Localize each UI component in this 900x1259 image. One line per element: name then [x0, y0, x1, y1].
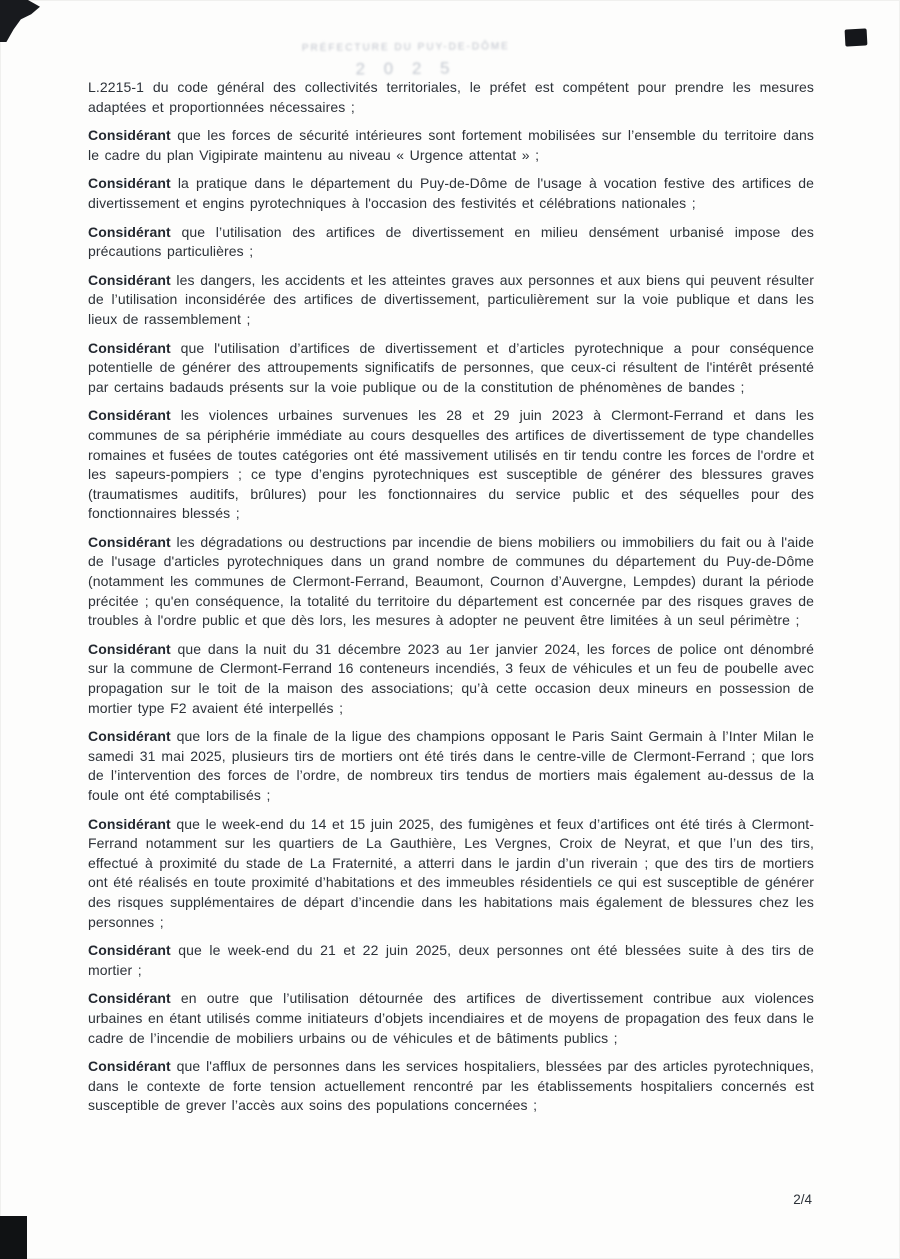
scan-artifact-top-left	[0, 0, 40, 42]
page-number: 2/4	[793, 1192, 812, 1207]
considerant-paragraph: Considérant que lors de la finale de la ligue des champions opposant le Paris Saint Germain à l’Inter Milan le samedi 31 mai 2025, plusieurs tirs de mortiers ont été tirés dans le centre-ville de Clermont-Ferrand ; que lors de l’intervention des forces de l’ordre, de nombreux tirs tendus de mortiers mais également au-dessus de la foule ont été comptabilisés ;	[88, 728, 814, 803]
considerant-paragraph: Considérant en outre que l’utilisation détournée des artifices de divertissement contribue aux violences urbaines en étant utilisés comme initiateurs d’objets incendiaires et de moyens de propagation des feux dans le cadre de l’incendie de mobiliers urbains ou de véhicules et de bâtiments publics ;	[88, 990, 814, 1046]
faded-prefecture-stamp	[286, 41, 526, 80]
considerant-paragraph: Considérant que les forces de sécurité intérieures sont fortement mobilisées sur l’ensemble du territoire dans le cadre du plan Vigipirate maintenu au niveau « Urgence attentat » ;	[88, 127, 814, 163]
paragraph-lead-word: Considérant	[88, 640, 171, 657]
paragraph-lead-word: Considérant	[88, 990, 171, 1007]
considerant-paragraph: Considérant la pratique dans le département du Puy-de-Dôme de l'usage à vocation festive des artifices de divertissement et engins pyrotechniques à l'occasion des festivités et célébrations nationales ;	[88, 175, 814, 211]
considerant-paragraph: L.2215-1 du code général des collectivités territoriales, le préfet est compétent pour prendre les mesures adaptées et proportionnées nécessaires ;	[88, 79, 814, 115]
document-body	[88, 78, 814, 1125]
stamp-number-text: 2 0 2 5	[355, 58, 457, 79]
paragraph-lead-word: Considérant	[88, 728, 171, 745]
paragraph-lead-word: Considérant	[88, 223, 171, 240]
paragraph-lead-word: Considérant	[88, 339, 171, 356]
considerant-paragraph: Considérant que l'utilisation d’artifices de divertissement et d’articles pyrotechnique a pour conséquence potentielle de générer des attroupements significatifs de personnes, que ceux-ci résultent de l'intérêt présenté par certains badauds présents sur la voie publique ou de la constitution de phénomènes de bandes ;	[88, 339, 814, 395]
scan-artifact-bottom-left	[0, 1216, 27, 1259]
considerant-paragraph: Considérant que dans la nuit du 31 décembre 2023 au 1er janvier 2024, les forces de police ont dénombré sur la commune de Clermont-Ferrand 16 conteneurs incendiés, 3 feux de véhicules et un feu de poubelle avec propagation sur le toit de la maison des associations; qu’à cette occasion deux mineurs en possession de mortier type F2 avaient été interpellés ;	[88, 640, 814, 716]
paragraph-lead-word: Considérant	[88, 271, 171, 288]
considerant-paragraph: Considérant les dangers, les accidents et les atteintes graves aux personnes et aux biens qui peuvent résulter de l’utilisation inconsidérée des artifices de divertissement, particulièrement sur la voie publique et dans les lieux de rassemblement ;	[88, 271, 814, 327]
considerant-paragraph: Considérant que le week-end du 21 et 22 juin 2025, deux personnes ont été blessées suite à des tirs de mortier ;	[88, 942, 814, 978]
paragraph-lead-word: Considérant	[88, 175, 171, 192]
paragraph-lead-word: Considérant	[88, 127, 171, 144]
paragraph-lead-word: Considérant	[88, 533, 171, 550]
paragraph-lead-word: Considérant	[88, 1058, 171, 1075]
considerant-paragraph: Considérant que le week-end du 14 et 15 juin 2025, des fumigènes et feux d’artifices ont été tirés à Clermont-Ferrand notamment sur les quartiers de La Gauthière, Les Vergnes, Croix de Neyrat, et que l’un des tirs, effectué à proximité du stade de La Fraternité, a atterri dans le jardin d’un riverain ; que des tirs de mortiers ont été réalisés en toute proximité d’habitations et des immeubles résidentiels ce qui est susceptible de générer des risques supplémentaires de départ d’incendie dans les habitations mais également de blessures chez les personnes ;	[88, 815, 814, 930]
considerant-paragraph: Considérant que l'afflux de personnes dans les services hospitaliers, blessées par des articles pyrotechniques, dans le contexte de forte tension actuellement rencontré par les établissements hospitaliers concernés est susceptible de grever l’accès aux soins des populations concernées ;	[88, 1058, 814, 1114]
scan-artifact-top-right	[845, 28, 868, 46]
considerant-paragraph: Considérant les violences urbaines survenues les 28 et 29 juin 2023 à Clermont-Ferrand et dans les communes de sa périphérie immédiate au cours desquelles des artifices de divertissement de type chandelles romaines et fusées de toutes catégories ont été massivement utilisés en tir tendu contre les forces de l'ordre et les sapeurs-pompiers ; ce type d’engins pyrotechniques est susceptible de générer des blessures graves (traumatismes auditifs, brûlures) pour les fonctionnaires du service public et des séquelles pour des fonctionnaires blessés ;	[88, 407, 814, 522]
paragraph-lead-word: Considérant	[88, 407, 171, 424]
stamp-title-text: PRÉFECTURE DU PUY-DE-DÔME	[301, 41, 510, 54]
considerant-paragraph: Considérant que l’utilisation des artifices de divertissement en milieu densément urbanisé impose des précautions particulières ;	[88, 223, 814, 260]
paragraph-lead-word: Considérant	[88, 942, 171, 959]
considerant-paragraph: Considérant les dégradations ou destructions par incendie de biens mobiliers ou immobiliers du fait ou à l'aide de l'usage d'articles pyrotechniques dans un grand nombre de communes du département du Puy-de-Dôme (notamment les communes de Clermont-Ferrand, Beaumont, Cournon d’Auvergne, Lempdes) durant la période précitée ; qu'en conséquence, la totalité du territoire du département est concernée par des risques graves de troubles à l'ordre public et que dès lors, les mesures à adopter ne peuvent être limitées à un seul périmètre ;	[88, 533, 814, 629]
paragraph-lead-word: Considérant	[88, 815, 171, 832]
